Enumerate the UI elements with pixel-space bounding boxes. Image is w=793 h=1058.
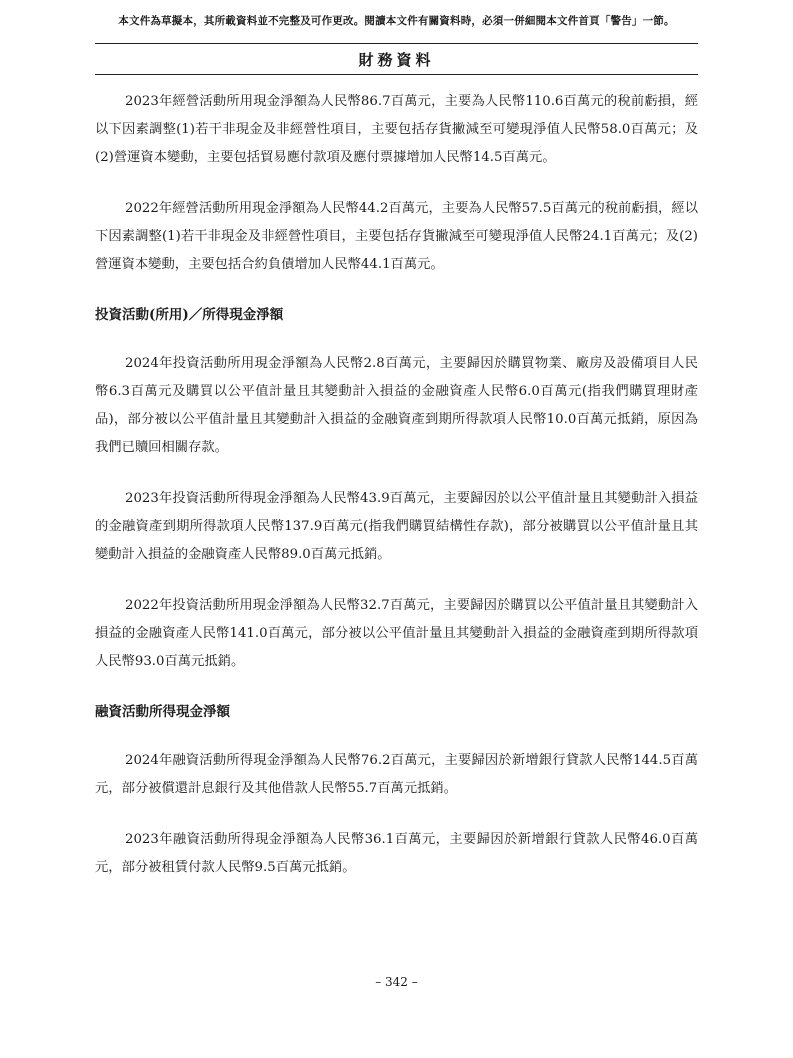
- operating-2023-paragraph: 2023年經營活動所用現金淨額為人民幣86.7百萬元，主要為人民幣110.6百萬元的稅前虧損，經以下因素調整(1)若干非現金及非經營性項目，主要包括存貨撇減至可變現淨值人民幣58.0百萬元；及(2)營運資本變動，主要包括貿易應付款項及應付票據增加人民幣14.5百萬元。: [95, 94, 698, 165]
- document-body: [95, 88, 698, 905]
- investing-2024-paragraph: 2024年投資活動所用現金淨額為人民幣2.8百萬元，主要歸因於購買物業、廠房及設備項目人民幣6.3百萬元及購買以公平值計量且其變動計入損益的金融資產人民幣6.0百萬元(指我們購買理財產品)，部分被以公平值計量且其變動計入損益的金融資產到期所得款項人民幣10.0百萬元抵銷，原因為我們已贖回相關存款。: [95, 356, 698, 455]
- financing-2023-paragraph: 2023年融資活動所得現金淨額為人民幣36.1百萬元，主要歸因於新增銀行貸款人民幣46.0百萬元，部分被租賃付款人民幣9.5百萬元抵銷。: [95, 832, 698, 875]
- header-top-rule: [95, 43, 698, 44]
- investing-2023-paragraph: 2023年投資活動所得現金淨額為人民幣43.9百萬元，主要歸因於以公平值計量且其變動計入損益的金融資產到期所得款項人民幣137.9百萬元(指我們購買結構性存款)，部分被購買以公平值計量且其變動計入損益的金融資產人民幣89.0百萬元抵銷。: [95, 491, 698, 562]
- financing-2024-paragraph: 2024年融資活動所得現金淨額為人民幣76.2百萬元，主要歸因於新增銀行貸款人民幣144.5百萬元，部分被償還計息銀行及其他借款人民幣55.7百萬元抵銷。: [95, 753, 698, 796]
- page-number: – 342 –: [375, 975, 418, 989]
- investing-2022-paragraph: 2022年投資活動所用現金淨額為人民幣32.7百萬元，主要歸因於購買以公平值計量且其變動計入損益的金融資產人民幣141.0百萬元，部分被以公平值計量且其變動計入損益的金融資產到期所得款項人民幣93.0百萬元抵銷。: [95, 598, 698, 669]
- financing-heading: 融資活動所得現金淨額: [95, 704, 230, 720]
- operating-2022-paragraph: 2022年經營活動所用現金淨額為人民幣44.2百萬元，主要為人民幣57.5百萬元的稅前虧損，經以下因素調整(1)若干非現金及非經營性項目，主要包括存貨撇減至可變現淨值人民幣24.1百萬元；及(2)營運資本變動，主要包括合約負債增加人民幣44.1百萬元。: [95, 201, 698, 272]
- draft-warning-banner: 本文件為草擬本，其所載資料並不完整及可作更改。閱讀本文件有關資料時，必須一併細閱本文件首頁「警告」一節。: [118, 15, 675, 27]
- investing-heading: 投資活動(所用)／所得現金淨額: [95, 307, 284, 323]
- header-bottom-rule: [95, 74, 698, 75]
- section-title: 財務資料: [358, 51, 435, 69]
